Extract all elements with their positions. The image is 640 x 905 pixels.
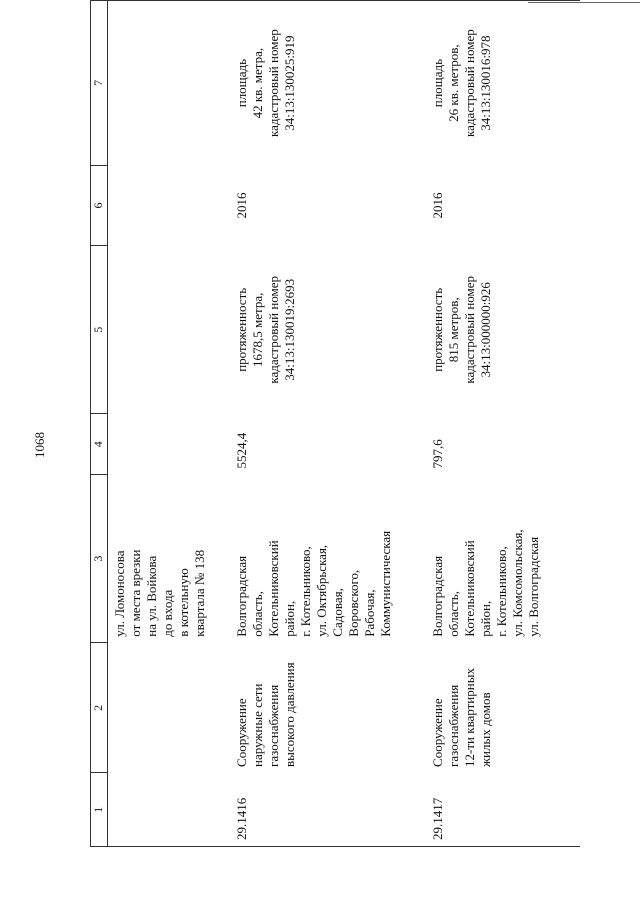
value-cell: 5524,4 [234, 432, 249, 469]
row-number-cell: 29.1417 [426, 773, 580, 847]
object-name-cell [426, 643, 580, 773]
text-line: высокого давления [282, 662, 297, 767]
table-header-row [91, 1, 108, 847]
header-cell-5: 5 [91, 246, 108, 414]
text-line: до входа [160, 589, 175, 637]
header-cell-2: 2 [91, 643, 108, 773]
text-line: кадастровый номер [266, 29, 281, 137]
text-line: ул. Октябрьская, [314, 544, 329, 637]
header-cell-3: 3 [91, 475, 108, 643]
text-line: Коммунистическая [378, 530, 393, 637]
table-row [230, 1, 426, 847]
text-line: 34:13:130016:978 [478, 35, 493, 131]
property-table [90, 0, 580, 847]
header-cell-6: 6 [91, 165, 108, 245]
details-cell [230, 1, 426, 166]
text-line: площадь [430, 58, 445, 108]
header-cell-7: 7 [91, 1, 108, 166]
row-number-cell: 29.1416 [230, 773, 426, 847]
text-line: квартала № 138 [192, 549, 207, 637]
text-line: 34:13:000000:926 [478, 282, 493, 378]
text-line: г. Котельниково, [298, 546, 313, 637]
text-line: область, [250, 591, 265, 637]
text-line: от места врезки [128, 549, 143, 637]
continuation-address-cell [108, 475, 231, 643]
object-name-cell [230, 643, 426, 773]
text-line: 42 кв. метра, [250, 47, 265, 119]
header-cell-1: 1 [91, 773, 108, 847]
text-line: Рабочая, [362, 589, 377, 637]
characteristics-cell [426, 246, 580, 414]
text-line: район, [478, 600, 493, 637]
continuation-row [108, 1, 231, 847]
text-line: Волгоградская [234, 555, 249, 637]
text-line: 12-ти квартирных [462, 668, 477, 767]
text-line: ул. Комсомольская, [510, 529, 525, 637]
text-line: область, [446, 591, 461, 637]
text-line: протяженность [430, 287, 445, 372]
text-line: ул. Ломоносова [112, 550, 127, 637]
text-line: Котельниковский [462, 540, 477, 637]
text-line: 815 метров, [446, 297, 461, 363]
text-line: 1678,5 метра, [250, 292, 265, 367]
text-line: наружные сети [250, 683, 265, 767]
text-line: Котельниковский [266, 540, 281, 637]
text-line: протяженность [234, 287, 249, 372]
text-line: кадастровый номер [462, 275, 477, 384]
text-line: 34:13:130019:2693 [282, 278, 297, 381]
text-line: ул. Волгоградская [526, 536, 541, 637]
text-line: 34:13:130025:919 [282, 35, 297, 131]
text-line: Волгоградская [430, 555, 445, 637]
text-line: район, [282, 600, 297, 637]
text-line: г. Котельниково, [494, 546, 509, 637]
text-line: кадастровый номер [266, 275, 281, 384]
year-cell: 2016 [430, 192, 445, 219]
page-number-text: 1068 [32, 432, 47, 458]
value-cell: 797,6 [430, 439, 445, 469]
text-line: Воровского, [346, 569, 361, 637]
text-line: Садовая, [330, 588, 345, 637]
details-cell [426, 1, 580, 166]
text-line: 26 кв. метров, [446, 44, 461, 122]
text-line: в котельную [176, 568, 191, 637]
text-line: на ул. Войкова [144, 555, 159, 637]
text-line: Сооружение [234, 698, 249, 767]
text-line: кадастровый номер [462, 29, 477, 137]
address-cell [426, 475, 580, 643]
text-line: газоснабжения [446, 684, 461, 767]
header-cell-4: 4 [91, 414, 108, 475]
characteristics-cell [230, 246, 426, 414]
address-cell [230, 475, 426, 643]
table-row [426, 1, 580, 847]
text-line: Сооружение [430, 698, 445, 767]
text-line: газоснабжения [266, 684, 281, 767]
text-line: площадь [234, 58, 249, 108]
text-line: жилых домов [478, 692, 493, 767]
year-cell: 2016 [234, 192, 249, 219]
